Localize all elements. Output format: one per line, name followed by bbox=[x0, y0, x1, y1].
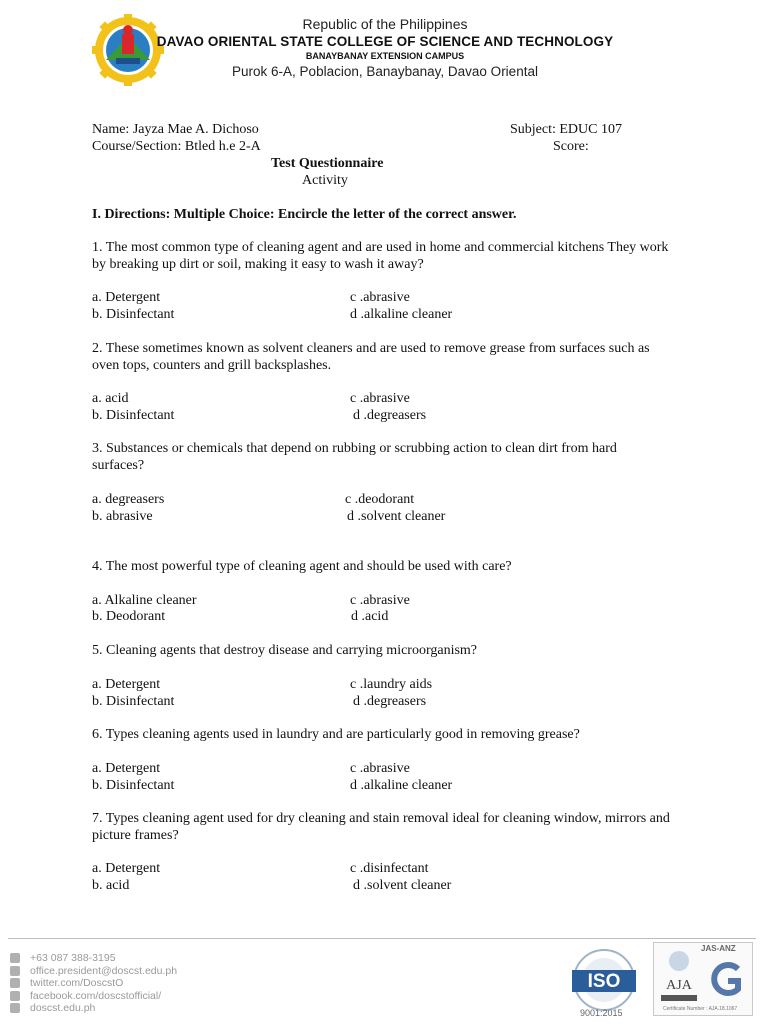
q1-option-b[interactable]: b. Disinfectant bbox=[92, 307, 175, 322]
iso-text: ISO bbox=[587, 971, 621, 992]
q6-option-c[interactable]: c .abrasive bbox=[350, 761, 410, 776]
page-subtitle: Activity bbox=[302, 173, 348, 188]
question-4-text: 4. The most powerful type of cleaning agent and should be used with care? bbox=[92, 559, 512, 574]
aja-logo bbox=[657, 947, 701, 1007]
q1-option-c[interactable]: c .abrasive bbox=[350, 290, 410, 305]
q4-option-b[interactable]: b. Deodorant bbox=[92, 609, 166, 624]
question-7-text: 7. Types cleaning agent used for dry cleaning and stain removal ideal for cleaning window, mirrors and picture frames? bbox=[92, 811, 670, 843]
page-footer bbox=[0, 930, 768, 1024]
contact-list bbox=[10, 952, 177, 1015]
jas-anz-logo bbox=[706, 959, 746, 999]
mail-icon bbox=[10, 966, 20, 976]
q2-option-c[interactable]: c .abrasive bbox=[350, 391, 410, 406]
q7-option-d[interactable]: d .solvent cleaner bbox=[353, 878, 452, 893]
republic-line: Republic of the Philippines bbox=[302, 16, 468, 32]
aja-text: AJA bbox=[666, 978, 692, 993]
twitter-icon bbox=[10, 978, 20, 988]
iso-year: 9001:2015 bbox=[580, 1008, 623, 1018]
q3-option-c[interactable]: c .deodorant bbox=[345, 492, 415, 507]
q5-option-d[interactable]: d .degreasers bbox=[353, 694, 427, 709]
q4-option-c[interactable]: c .abrasive bbox=[350, 593, 410, 608]
q6-option-d[interactable]: d .alkaline cleaner bbox=[350, 778, 453, 793]
contact-website bbox=[10, 1002, 177, 1015]
letterhead bbox=[0, 0, 768, 100]
q2-option-b[interactable]: b. Disinfectant bbox=[92, 408, 175, 423]
contact-facebook bbox=[10, 990, 177, 1003]
subject-label: Subject: EDUC 107 bbox=[510, 122, 622, 137]
campus-name: BANAYBANAY EXTENSION CAMPUS bbox=[305, 51, 465, 61]
facebook-icon bbox=[10, 991, 20, 1001]
q1-option-a[interactable]: a. Detergent bbox=[92, 290, 161, 305]
question-1-text: 1. The most common type of cleaning agent and are used in home and commercial kitchens They work by breaking up dirt or soil, making it easy to wash it away? bbox=[92, 240, 669, 272]
contact-website-text[interactable]: doscst.edu.ph bbox=[30, 1002, 96, 1014]
aja-certification-badge bbox=[653, 942, 753, 1016]
contact-twitter bbox=[10, 977, 177, 990]
college-name: DAVAO ORIENTAL STATE COLLEGE OF SCIENCE AND TECHNOLOGY bbox=[156, 34, 614, 49]
question-6-text: 6. Types cleaning agents used in laundry and are particularly good in removing grease? bbox=[92, 727, 580, 742]
q4-option-d[interactable]: d .acid bbox=[351, 609, 389, 624]
contact-email bbox=[10, 965, 177, 978]
q7-option-a[interactable]: a. Detergent bbox=[92, 861, 161, 876]
campus-address: Purok 6-A, Poblacion, Banaybanay, Davao Oriental bbox=[232, 64, 538, 79]
contact-twitter-text[interactable]: twitter.com/DoscstO bbox=[30, 977, 124, 989]
q5-option-b[interactable]: b. Disinfectant bbox=[92, 694, 175, 709]
contact-email-text[interactable]: office.president@doscst.edu.ph bbox=[30, 964, 178, 977]
page-title: Test Questionnaire bbox=[271, 156, 384, 171]
q2-option-d[interactable]: d .degreasers bbox=[353, 408, 427, 423]
directions: I. Directions: Multiple Choice: Encircle the letter of the correct answer. bbox=[92, 207, 517, 222]
question-5-text: 5. Cleaning agents that destroy disease and carrying microorganism? bbox=[92, 643, 478, 658]
contact-facebook-text[interactable]: facebook.com/doscstofficial/ bbox=[30, 989, 162, 1002]
jas-anz-label: JAS-ANZ bbox=[701, 944, 736, 953]
globe-icon bbox=[10, 1003, 20, 1013]
student-name: Name: Jayza Mae A. Dichoso bbox=[92, 122, 259, 137]
q5-option-c[interactable]: c .laundry aids bbox=[350, 677, 433, 692]
contact-phone bbox=[10, 952, 177, 965]
question-3-text: 3. Substances or chemicals that depend on rubbing or scrubbing action to clean dirt from hard surfaces? bbox=[92, 441, 617, 473]
q2-option-a[interactable]: a. acid bbox=[92, 391, 129, 406]
footer-divider bbox=[8, 938, 756, 939]
q3-option-d[interactable]: d .solvent cleaner bbox=[347, 509, 446, 524]
score-label: Score: bbox=[553, 139, 589, 154]
q6-option-b[interactable]: b. Disinfectant bbox=[92, 778, 175, 793]
q6-option-a[interactable]: a. Detergent bbox=[92, 761, 161, 776]
q7-option-b[interactable]: b. acid bbox=[92, 878, 130, 893]
q5-option-a[interactable]: a. Detergent bbox=[92, 677, 161, 692]
phone-icon bbox=[10, 953, 20, 963]
course-section: Course/Section: Btled h.e 2-A bbox=[92, 139, 261, 154]
q7-option-c[interactable]: c .disinfectant bbox=[350, 861, 429, 876]
q3-option-a[interactable]: a. degreasers bbox=[92, 492, 165, 507]
q4-option-a[interactable]: a. Alkaline cleaner bbox=[92, 593, 197, 608]
contact-phone-text: +63 087 388-3195 bbox=[30, 952, 116, 964]
question-2-text: 2. These sometimes known as solvent cleaners and are used to remove grease from surfaces such as oven tops, counters and grill backsplashes. bbox=[92, 341, 650, 373]
certificate-number: Certificate Number : AJA.18.1067 bbox=[663, 1006, 738, 1012]
q1-option-d[interactable]: d .alkaline cleaner bbox=[350, 307, 453, 322]
q3-option-b[interactable]: b. abrasive bbox=[92, 509, 153, 524]
